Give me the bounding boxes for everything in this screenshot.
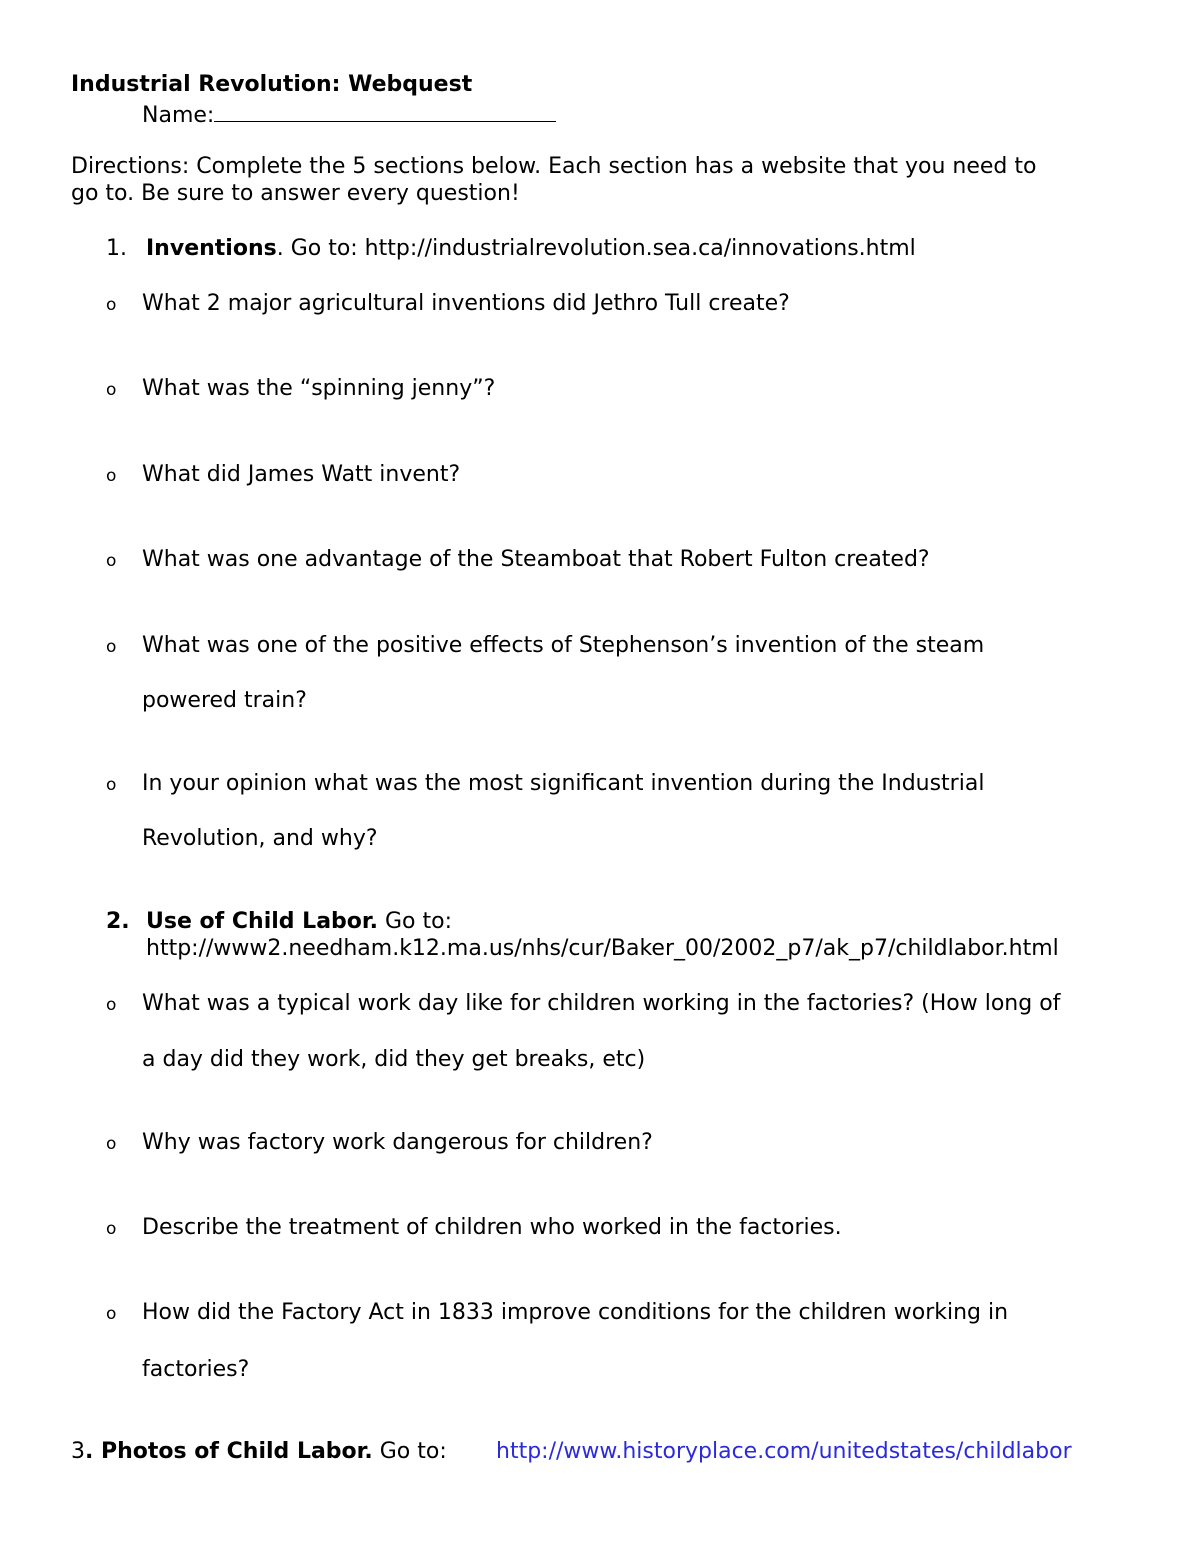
question-1-5-line-2: powered train? bbox=[142, 688, 307, 713]
question-2-3: Describe the treatment of children who worked in the factories. bbox=[142, 1215, 842, 1240]
question-2-4-line-2: factories? bbox=[142, 1357, 250, 1382]
section-2-go-to: Go to: bbox=[377, 909, 452, 934]
section-3-number: 3 bbox=[71, 1439, 85, 1464]
question-2-1-line-1: What was a typical work day like for children working in the factories? (How long of bbox=[142, 991, 1061, 1016]
section-2-number: 2. bbox=[106, 909, 130, 934]
question-1-1: What 2 major agricultural inventions did Jethro Tull create? bbox=[142, 291, 790, 316]
section-1-heading-row bbox=[146, 235, 916, 263]
name-blank-line[interactable] bbox=[214, 99, 556, 122]
question-1-4: What was one advantage of the Steamboat that Robert Fulton created? bbox=[142, 547, 930, 572]
bullet-icon: o bbox=[106, 637, 117, 657]
section-3-url-link[interactable]: http://www.historyplace.com/unitedstates/childlabor bbox=[496, 1439, 1072, 1464]
bullet-icon: o bbox=[106, 466, 117, 486]
section-1-go-to: . Go to: http://industrialrevolution.sea.ca/innovations.html bbox=[276, 236, 916, 261]
section-2-heading-row bbox=[146, 908, 452, 936]
directions-line-2: go to. Be sure to answer every question! bbox=[71, 181, 520, 206]
question-2-2: Why was factory work dangerous for children? bbox=[142, 1130, 653, 1155]
directions-line-1: Directions: Complete the 5 sections below. Each section has a website that you need to bbox=[71, 154, 1037, 179]
name-label: Name: bbox=[142, 103, 215, 128]
bullet-icon: o bbox=[106, 1304, 117, 1324]
name-field-row bbox=[142, 99, 556, 130]
section-1-number: 1. bbox=[106, 236, 127, 261]
section-1-heading: Inventions bbox=[146, 236, 277, 261]
question-1-3: What did James Watt invent? bbox=[142, 462, 461, 487]
bullet-icon: o bbox=[106, 380, 117, 400]
bullet-icon: o bbox=[106, 995, 117, 1015]
section-3-heading: . Photos of Child Labor. bbox=[85, 1439, 373, 1464]
bullet-icon: o bbox=[106, 1219, 117, 1239]
bullet-icon: o bbox=[106, 775, 117, 795]
bullet-icon: o bbox=[106, 295, 117, 315]
section-2-heading: Use of Child Labor. bbox=[146, 909, 378, 934]
section-3-go-to: Go to: bbox=[372, 1439, 447, 1464]
page-title: Industrial Revolution: Webquest bbox=[71, 72, 473, 97]
bullet-icon: o bbox=[106, 1134, 117, 1154]
question-1-5-line-1: What was one of the positive effects of Stephenson’s invention of the steam bbox=[142, 633, 985, 658]
section-2-url[interactable]: http://www2.needham.k12.ma.us/nhs/cur/Baker_00/2002_p7/ak_p7/childlabor.html bbox=[146, 936, 1059, 961]
question-1-6-line-2: Revolution, and why? bbox=[142, 826, 378, 851]
bullet-icon: o bbox=[106, 551, 117, 571]
question-1-6-line-1: In your opinion what was the most significant invention during the Industrial bbox=[142, 771, 985, 796]
question-2-4-line-1: How did the Factory Act in 1833 improve conditions for the children working in bbox=[142, 1300, 1009, 1325]
question-1-2: What was the “spinning jenny”? bbox=[142, 376, 496, 401]
question-2-1-line-2: a day did they work, did they get breaks, etc) bbox=[142, 1047, 646, 1072]
section-3-heading-row bbox=[71, 1438, 447, 1466]
